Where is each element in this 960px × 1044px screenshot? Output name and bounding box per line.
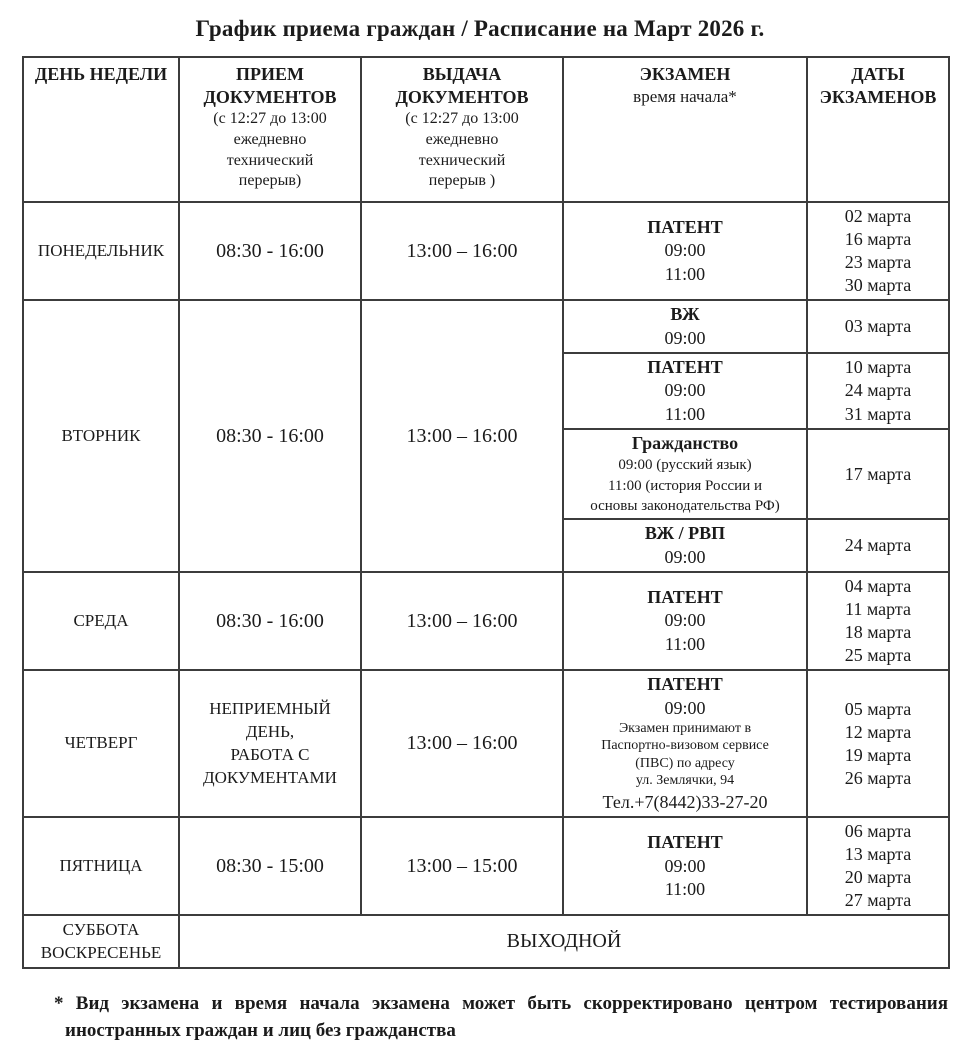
day-cell: ВТОРНИК bbox=[23, 300, 179, 572]
exam-times: 09:00 11:00 bbox=[664, 610, 706, 654]
exam-name: ВЖ bbox=[670, 304, 700, 325]
header-dates-cell bbox=[807, 57, 949, 202]
exam-name: ПАТЕНТ bbox=[647, 586, 723, 607]
header-exam-label: ЭКЗАМЕН bbox=[639, 64, 731, 84]
exam-cell bbox=[563, 300, 807, 353]
issuance-cell: 13:00 – 16:00 bbox=[361, 202, 563, 300]
footnote: * Вид экзамена и время начала экзамена может быть скорректировано центром тестирования иностранных граждан и лиц без гражданства bbox=[54, 993, 948, 1041]
exam-times: 09:00 (русский язык) 11:00 (история России и основы законодательства РФ) bbox=[590, 457, 780, 514]
reception-cell: 08:30 - 16:00 bbox=[179, 300, 361, 572]
exam-cell bbox=[563, 202, 807, 300]
dates-cell: 10 марта 24 марта 31 марта bbox=[807, 353, 949, 429]
exam-cell bbox=[563, 519, 807, 572]
dates-cell: 03 марта bbox=[807, 300, 949, 353]
exam-times: 09:00 11:00 bbox=[664, 380, 706, 424]
day-cell: СРЕДА bbox=[23, 572, 179, 670]
header-dates-label: ДАТЫ ЭКЗАМЕНОВ bbox=[819, 64, 937, 107]
dates-cell: 02 марта 16 марта 23 марта 30 марта bbox=[807, 202, 949, 300]
header-exam-subtitle: время начала* bbox=[633, 86, 737, 106]
exam-times: 09:00 bbox=[664, 697, 706, 718]
header-issuance-cell bbox=[361, 57, 563, 202]
page-title: График приема граждан / Расписание на Март 2026 г. bbox=[195, 16, 765, 41]
reception-cell: 08:30 - 16:00 bbox=[179, 202, 361, 300]
exam-name: ПАТЕНТ bbox=[647, 216, 723, 237]
issuance-cell: 13:00 – 15:00 bbox=[361, 817, 563, 915]
day-cell: ПЯТНИЦА bbox=[23, 817, 179, 915]
exam-location-note: Экзамен принимают в Паспортно-визовом сервисе (ПВС) по адресу ул. Землячки, 94 bbox=[601, 720, 769, 789]
row-tuesday-vzh bbox=[23, 300, 949, 353]
header-issuance-note: (с 12:27 до 13:00 ежедневно технический перерыв ) bbox=[405, 110, 519, 190]
row-monday bbox=[23, 202, 949, 300]
exam-times: 09:00 bbox=[664, 546, 706, 567]
exam-times: 09:00 bbox=[664, 327, 706, 348]
header-issuance-label: ВЫДАЧА ДОКУМЕНТОВ bbox=[395, 64, 529, 107]
header-row bbox=[23, 57, 949, 202]
schedule-page bbox=[0, 16, 960, 1040]
issuance-cell: 13:00 – 16:00 bbox=[361, 572, 563, 670]
reception-cell: НЕПРИЕМНЫЙ ДЕНЬ, РАБОТА С ДОКУМЕНТАМИ bbox=[179, 670, 361, 817]
weekend-value-cell: ВЫХОДНОЙ bbox=[179, 915, 949, 968]
exam-name: ВЖ / РВП bbox=[644, 523, 726, 544]
exam-cell bbox=[563, 572, 807, 670]
header-day-cell bbox=[23, 57, 179, 202]
dates-cell: 24 марта bbox=[807, 519, 949, 572]
exam-cell bbox=[563, 670, 807, 817]
header-reception-label: ПРИЕМ ДОКУМЕНТОВ bbox=[203, 64, 337, 107]
exam-phone: Тел.+7(8442)33-27-20 bbox=[602, 791, 768, 812]
reception-cell: 08:30 - 15:00 bbox=[179, 817, 361, 915]
header-reception-cell bbox=[179, 57, 361, 202]
row-thursday bbox=[23, 670, 949, 817]
schedule-table bbox=[22, 56, 950, 969]
header-exam-cell bbox=[563, 57, 807, 202]
exam-name: ПАТЕНТ bbox=[647, 832, 723, 853]
exam-name: Гражданство bbox=[631, 433, 739, 454]
reception-cell: 08:30 - 16:00 bbox=[179, 572, 361, 670]
dates-cell: 06 марта 13 марта 20 марта 27 марта bbox=[807, 817, 949, 915]
dates-cell: 17 марта bbox=[807, 429, 949, 519]
header-reception-note: (с 12:27 до 13:00 ежедневно технический перерыв) bbox=[213, 110, 327, 190]
day-cell: ПОНЕДЕЛЬНИК bbox=[23, 202, 179, 300]
exam-name: ПАТЕНТ bbox=[647, 674, 723, 695]
dates-cell: 05 марта 12 марта 19 марта 26 марта bbox=[807, 670, 949, 817]
header-day-label: ДЕНЬ НЕДЕЛИ bbox=[34, 64, 168, 84]
issuance-cell: 13:00 – 16:00 bbox=[361, 670, 563, 817]
issuance-cell: 13:00 – 16:00 bbox=[361, 300, 563, 572]
exam-times: 09:00 11:00 bbox=[664, 240, 706, 284]
exam-times: 09:00 11:00 bbox=[664, 855, 706, 900]
day-cell: ЧЕТВЕРГ bbox=[23, 670, 179, 817]
dates-cell: 04 марта 11 марта 18 марта 25 марта bbox=[807, 572, 949, 670]
exam-cell bbox=[563, 817, 807, 915]
exam-name: ПАТЕНТ bbox=[647, 356, 723, 377]
row-wednesday bbox=[23, 572, 949, 670]
day-cell: СУББОТА ВОСКРЕСЕНЬЕ bbox=[23, 915, 179, 968]
exam-cell bbox=[563, 429, 807, 519]
row-weekend bbox=[23, 915, 949, 968]
row-friday bbox=[23, 817, 949, 915]
exam-cell bbox=[563, 353, 807, 429]
